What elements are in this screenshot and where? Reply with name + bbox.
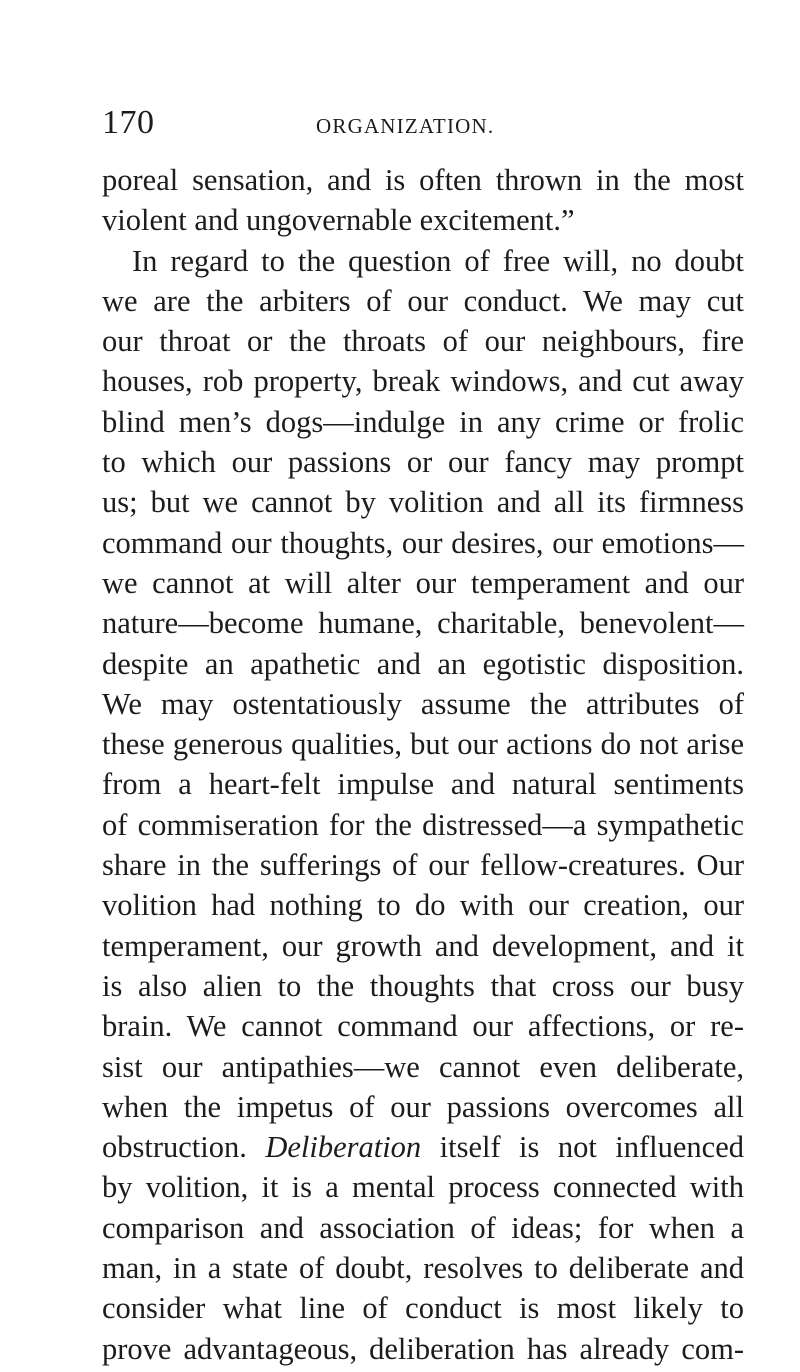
text-line: houses, rob property, break windows, and cut away (102, 364, 744, 399)
text-line: temperament, our growth and development, and it (102, 928, 744, 963)
text-line: by volition, it is a mental process connected with (102, 1170, 744, 1205)
text-line: us; but we cannot by volition and all its firmness (102, 485, 744, 520)
text-line: from a heart-felt impulse and natural sentiments (102, 767, 744, 802)
text-line: our throat or the throats of our neighbours, fire (102, 324, 744, 359)
text-line: nature—become humane, charitable, benevolent— (102, 606, 744, 641)
text-line: violent and ungovernable excitement.” (102, 203, 575, 238)
body-text (102, 160, 744, 1369)
text-line-with-italic (102, 1127, 744, 1167)
text-line: is also alien to the thoughts that cross our busy (102, 968, 744, 1003)
text-line: command our thoughts, our desires, our emotions— (102, 525, 744, 560)
text-line: poreal sensation, and is often thrown in the most (102, 163, 744, 197)
text-line: of commiseration for the distressed—a sympathetic (102, 807, 744, 842)
text-line: In regard to the question of free will, no doubt (132, 243, 744, 278)
text-run: itself is not influenced (421, 1130, 744, 1165)
text-line: share in the sufferings of our fellow-creatures. Our (102, 848, 744, 883)
page-number: 170 (102, 104, 155, 141)
running-title: ORGANIZATION. (316, 114, 495, 138)
text-line: volition had nothing to do with our creation, our (102, 888, 744, 923)
text-line: blind men’s dogs—indulge in any crime or frolic (102, 404, 744, 439)
text-line: we are the arbiters of our conduct. We may cut (102, 283, 744, 318)
text-run: obstruction. (102, 1130, 266, 1165)
text-line: consider what line of conduct is most likely to (102, 1291, 744, 1326)
running-head (102, 103, 742, 143)
text-line: we cannot at will alter our temperament and our (102, 565, 744, 600)
italic-term: Deliberation (265, 1130, 422, 1165)
text-line: prove advantageous, deliberation has already com- (102, 1331, 744, 1366)
text-line: these generous qualities, but our actions do not arise (102, 727, 744, 762)
text-line: sist our antipathies—we cannot even deliberate, (102, 1049, 744, 1084)
text-line: despite an apathetic and an egotistic disposition. (102, 646, 744, 681)
text-line: when the impetus of our passions overcomes all (102, 1089, 744, 1124)
text-line: brain. We cannot command our affections, or re- (102, 1009, 744, 1044)
text-line: comparison and association of ideas; for when a (102, 1210, 744, 1245)
text-line: We may ostentatiously assume the attributes of (102, 686, 744, 721)
text-line: man, in a state of doubt, resolves to deliberate and (102, 1251, 744, 1286)
text-line: to which our passions or our fancy may prompt (102, 445, 744, 480)
